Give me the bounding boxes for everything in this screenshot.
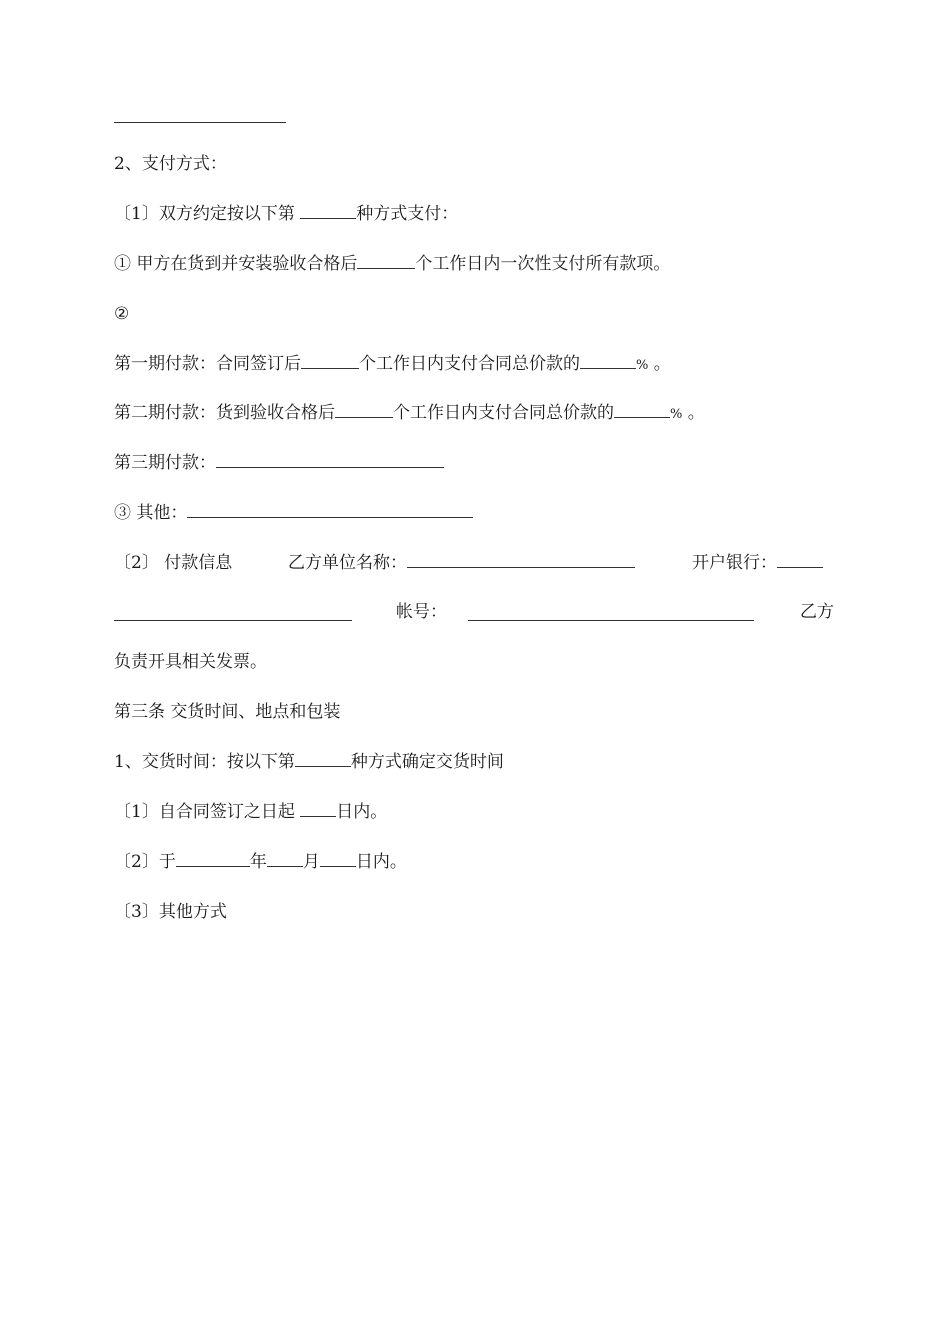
phase1-line: 第一期付款：合同签订后 个工作日内支付合同总价款的 % 。 [114, 354, 671, 374]
party-b-label: 乙方 [800, 602, 834, 622]
blank-delivery-days[interactable] [300, 800, 336, 817]
phase3-line: 第三期付款： [114, 451, 444, 475]
delivery-option3-line: 〔3〕其他方式 [114, 902, 227, 922]
blank-month[interactable] [267, 850, 303, 867]
phase2-line: 第二期付款：货到验收合格后 个工作日内支付合同总价款的 % 。 [114, 403, 705, 423]
blank-phase2-percent[interactable] [614, 401, 670, 418]
option3-line: ③ 其他： [114, 501, 473, 525]
blank-option1-days[interactable] [357, 252, 415, 269]
top-blank-line [114, 122, 286, 123]
blank-payee-name[interactable] [407, 551, 635, 568]
payment-method-line: 〔1〕双方约定按以下第 种方式支付： [114, 204, 459, 224]
blank-delivery-method[interactable] [295, 750, 351, 767]
blank-year[interactable] [176, 850, 250, 867]
blank-phase1-percent[interactable] [580, 352, 636, 369]
blank-day[interactable] [320, 850, 356, 867]
blank-bank-start[interactable] [777, 551, 823, 568]
delivery-option2-line: 〔2〕于 年 月 日内。 [114, 852, 407, 872]
blank-option3[interactable] [187, 501, 473, 518]
option1-line: ① 甲方在货到并安装验收合格后 个工作日内一次性支付所有款项。 [114, 254, 671, 274]
payment-info-label: 〔2〕 付款信息 [114, 553, 233, 573]
payee-line: 乙方单位名称： [288, 551, 635, 575]
blank-method-number[interactable] [300, 202, 356, 219]
payment-heading: 2、支付方式： [114, 154, 227, 174]
bank-line: 开户银行： [692, 551, 823, 575]
blank-phase1-days[interactable] [301, 352, 359, 369]
delivery-option1-line: 〔1〕自合同签订之日起 日内。 [114, 802, 388, 822]
blank-phase3[interactable] [216, 451, 444, 468]
blank-phase2-days[interactable] [335, 401, 393, 418]
blank-bank-continued[interactable] [114, 620, 352, 621]
invoice-line: 负责开具相关发票。 [114, 652, 267, 672]
account-line: 帐号： [396, 602, 447, 622]
blank-account-number[interactable] [468, 620, 754, 621]
delivery-time-line: 1、交货时间：按以下第 种方式确定交货时间 [114, 752, 504, 772]
article3-heading: 第三条 交货时间、地点和包装 [114, 702, 341, 722]
option2-label: ② [114, 304, 130, 324]
